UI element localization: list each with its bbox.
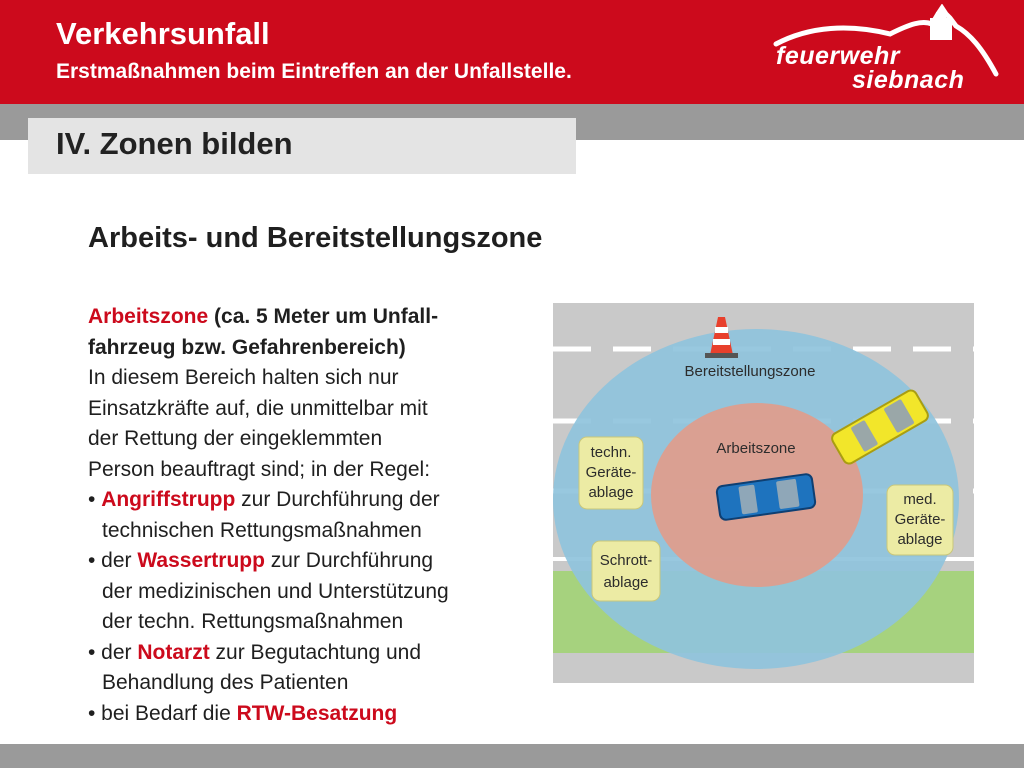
- header-bar: [0, 0, 1024, 104]
- work-zone-label: Arbeitszone: [716, 440, 796, 457]
- bullet-4-pre: • bei Bedarf die: [88, 701, 237, 725]
- bullet-1-post: zur Durchführung der: [235, 488, 440, 511]
- bullet-2-cont-1: der medizinischen und Unterstützung: [102, 579, 449, 603]
- med-equipment-storage: [887, 485, 953, 555]
- bullet-1: [88, 485, 548, 516]
- med-storage-line-2: Geräte-: [894, 511, 946, 528]
- logo-text-line1: feuerwehr: [776, 42, 900, 70]
- term-notarzt: Notarzt: [137, 640, 210, 664]
- bullet-3: [88, 638, 548, 669]
- term-wassertrupp: Wassertrupp: [137, 549, 265, 572]
- term-rtw-besatzung: RTW-Besatzung: [236, 701, 398, 725]
- paragraph-2-line-1: In diesem Bereich halten sich nur: [88, 366, 399, 389]
- med-storage-line-1: med.: [903, 491, 937, 508]
- slide-title: Verkehrsunfall: [56, 16, 270, 51]
- bullet-2-pre: • der: [88, 549, 138, 572]
- paragraph-2-line-4: Person beauftragt sind; in der Regel:: [88, 457, 431, 481]
- footer-bar: [0, 744, 1024, 768]
- bullet-1-cont: technischen Rettungsmaßnahmen: [102, 518, 422, 542]
- logo-text-line2: siebnach: [852, 66, 965, 94]
- scrap-storage-line-2: ablage: [603, 574, 649, 591]
- bullet-2: [88, 546, 548, 577]
- bullet-4: [88, 699, 548, 730]
- bullet-3-pre: • der: [88, 640, 138, 664]
- tech-storage-line-1: techn.: [590, 444, 632, 461]
- zone-diagram: [553, 303, 974, 683]
- med-storage-line-3: ablage: [897, 531, 943, 548]
- term-angriffstrupp: Angriffstrupp: [101, 488, 236, 511]
- paragraph-1-line-2: fahrzeug bzw. Gefahrenbereich): [88, 335, 406, 359]
- paragraph-2-line-3: der Rettung der eingeklemmten: [88, 427, 383, 450]
- paragraph-2-line-2: Einsatzkräfte auf, die unmittelbar mit: [88, 396, 428, 420]
- p1-bold-a: (ca. 5 Meter um Unfall-: [208, 305, 439, 328]
- tech-storage-line-2: Geräte-: [585, 464, 637, 481]
- bullet-2-post: zur Durchführung: [264, 549, 434, 572]
- content-body: [88, 302, 548, 729]
- bullet-1-pre: •: [88, 488, 102, 511]
- scrap-storage-line-1: Schrott-: [599, 552, 653, 569]
- section-title: IV. Zonen bilden: [56, 126, 293, 161]
- scrap-storage: [592, 541, 660, 601]
- section-title-box: [28, 118, 576, 174]
- paragraph-1-line-1: [88, 302, 548, 333]
- tech-storage-line-3: ablage: [588, 484, 634, 501]
- fire-department-logo: [770, 4, 1000, 96]
- tech-equipment-storage: [579, 437, 643, 509]
- staging-zone-label: Bereitstellungszone: [684, 363, 816, 380]
- content-heading: Arbeits- und Bereitstellungszone: [88, 222, 543, 254]
- slide-subtitle: Erstmaßnahmen beim Eintreffen an der Unfallstelle.: [56, 60, 572, 83]
- bullet-3-cont: Behandlung des Patienten: [102, 671, 349, 694]
- term-arbeitszone: Arbeitszone: [88, 305, 209, 328]
- bullet-3-post: zur Begutachtung und: [209, 640, 422, 664]
- bullet-2-cont-2: der techn. Rettungsmaßnahmen: [102, 610, 404, 633]
